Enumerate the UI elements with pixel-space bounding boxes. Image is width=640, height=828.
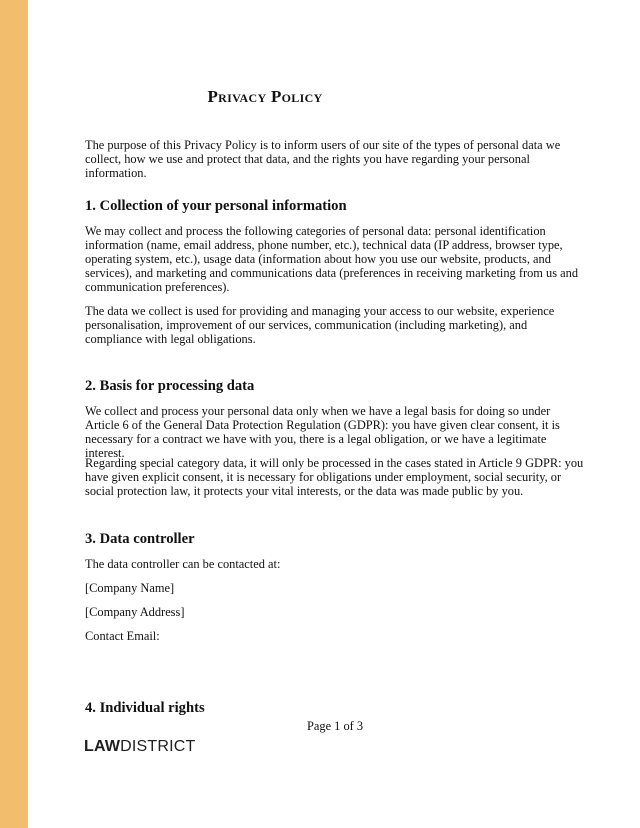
page-number: Page 1 of 3 [307, 719, 364, 733]
section-1-paragraph-1: We may collect and process the following categories of personal data: personal identification information (name, email address, phone number, etc.), technical data (IP address, browser type, operating system, etc.), usage data (information about how you use our website, products, and services), and marketing and communications data (preferences in receiving marketing from us and communication preferences). [85, 224, 579, 294]
document-title: Privacy Policy [207, 87, 323, 107]
lawdistrict-logo [84, 738, 196, 756]
contact-email-line: Contact Email: [85, 629, 160, 643]
section-2-heading: 2. Basis for processing data [85, 378, 255, 394]
section-1-heading: 1. Collection of your personal information [85, 198, 347, 214]
section-2-paragraph-1: We collect and process your personal data only when we have a legal basis for doing so under Article 6 of the General Data Protection Regulation (GDPR): you have given clear consent, it is necessary for a contract we have with you, there is a legal obligation, or we have a legitimate interest. [85, 404, 560, 460]
controller-contact-line: The data controller can be contacted at: [85, 557, 281, 571]
intro-paragraph: The purpose of this Privacy Policy is to inform users of our site of the types of personal data we collect, how we use and protect that data, and the rights you have regarding your personal information. [85, 138, 561, 180]
logo-text-law: LAW [84, 738, 121, 755]
logo-text-district: DISTRICT [120, 738, 196, 755]
section-4-heading: 4. Individual rights [85, 700, 205, 716]
section-1-paragraph-2: The data we collect is used for providing and managing your access to our website, experience personalisation, improvement of our services, communication (including marketing), and compliance with legal obligations. [85, 304, 555, 346]
company-name-line: [Company Name] [85, 581, 175, 595]
company-address-line: [Company Address] [85, 605, 185, 619]
section-3-heading: 3. Data controller [85, 531, 195, 547]
section-2-paragraph-2: Regarding special category data, it will only be processed in the cases stated in Article 9 GDPR: you have given explicit consent, it is necessary for obligations under employment, social security, or social protection law, it protects your vital interests, or the data was made public by you. [85, 456, 584, 498]
side-accent-bar [0, 0, 28, 828]
